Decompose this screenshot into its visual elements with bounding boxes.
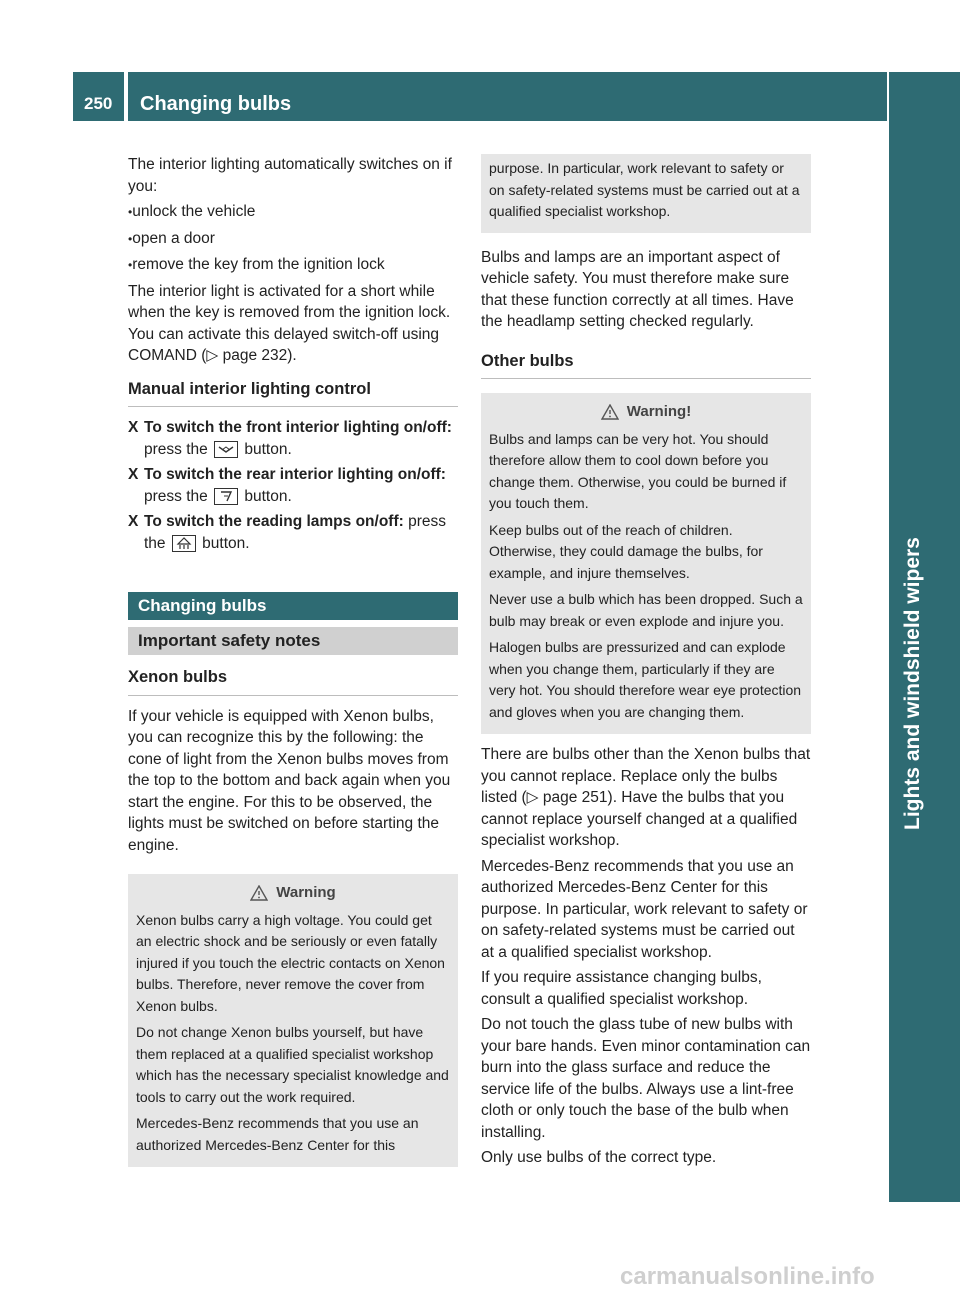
section-band-safety-notes: Important safety notes — [128, 627, 458, 655]
step-marker-icon: X — [128, 466, 139, 483]
left-column — [128, 154, 458, 1177]
manual-lighting-heading: Manual interior lighting control — [128, 379, 458, 408]
page-number: 250 — [84, 94, 113, 113]
warning-paragraph: Xenon bulbs carry a high voltage. You could get an electric shock and be seriously or even fatally injured if you touch the electric contacts on Xenon bulbs. Therefore, never remove the cover from Xenon bulbs. — [136, 911, 445, 1014]
warning-paragraph: Do not change Xenon bulbs yourself, but have them replaced at a qualified specialist workshop which has the necessary specialist knowledge and tools to carry out the work required. — [136, 1024, 449, 1105]
step-reading-lamps: X To switch the reading lamps on/off: press the button. — [128, 513, 446, 552]
section-band-changing-bulbs: Changing bulbs — [128, 592, 458, 620]
warning-paragraph: Mercedes-Benz recommends that you use an authorized Mercedes-Benz Center for this — [136, 1115, 419, 1153]
side-tab — [887, 470, 947, 830]
other-bulbs-warning-box — [481, 393, 811, 734]
front-light-button-icon — [214, 441, 238, 458]
other-bulbs-heading: Other bulbs — [481, 351, 811, 380]
warning-header — [136, 882, 450, 904]
warning-paragraph: Never use a bulb which has been dropped. Such a bulb may break or even explode and injure you. — [489, 591, 803, 629]
page-title: Changing bulbs — [140, 93, 292, 115]
reading-lamp-button-icon — [172, 535, 196, 552]
xenon-bulbs-heading: Xenon bulbs — [128, 667, 458, 696]
warning-paragraph: Keep bulbs out of the reach of children. Otherwise, they could damage the bulbs, for example, and injure themselves. — [489, 521, 763, 581]
body-paragraph: Do not touch the glass tube of new bulbs with your bare hands. Even minor contamination can burn into the glass surface and reduce the service life of the bulbs. Always use a lint-free cloth or only touch the base of the bulb when installing. — [481, 1016, 811, 1141]
xenon-text: If your vehicle is equipped with Xenon bulbs, you can recognize this by the following: the cone of light from the Xenon bulbs moves from the top to the bottom and back again when you start the engine. For this to be observed, the lights must be switched on before starting the engine. — [128, 707, 451, 854]
footer-watermark: carmanualsonline.info — [620, 1263, 875, 1290]
step-marker-icon: X — [128, 419, 139, 436]
list-item: • remove the key from the ignition lock — [128, 254, 458, 277]
step-rear-lighting: X To switch the rear interior lighting on/off: press the button. — [128, 466, 446, 505]
intro-text: The interior lighting automatically switches on if you: — [128, 156, 452, 195]
warning-triangle-icon — [601, 404, 619, 420]
warning-title: Warning — [276, 884, 336, 901]
warning-triangle-icon — [250, 885, 268, 901]
header-separator — [124, 72, 128, 121]
step-marker-icon: X — [128, 513, 139, 530]
warning-title: Warning! — [626, 403, 692, 420]
warning-paragraph: Bulbs and lamps can be very hot. You should therefore allow them to cool down before you change them. Otherwise, you could be burned if you touch them. — [489, 430, 787, 511]
list-item: • unlock the vehicle — [128, 201, 458, 224]
right-column — [481, 154, 811, 1173]
xenon-warning-box — [128, 874, 458, 1167]
body-paragraph: If you require assistance changing bulbs, consult a qualified specialist workshop. — [481, 969, 762, 1008]
delayed-switch-off-text: The interior light is activated for a short while when the key is removed from the ignition lock. You can activate this delayed switch-off using COMAND (▷ page 232). — [128, 282, 451, 364]
list-item: • open a door — [128, 228, 458, 251]
body-paragraph: Only use bulbs of the correct type. — [481, 1149, 717, 1166]
rear-light-button-icon — [214, 488, 238, 505]
warning-header — [489, 401, 803, 423]
body-paragraph: There are bulbs other than the Xenon bulbs that you cannot replace. Replace only the bulbs listed (▷ page 251). Have the bulbs that you cannot replace yourself changed at a qualified specialist workshop. — [481, 746, 811, 849]
side-tab-label: Lights and windshield wipers — [901, 537, 924, 830]
warning-paragraph: purpose. In particular, work relevant to safety or on safety-related systems must be carried out at a qualified specialist workshop. — [489, 160, 800, 219]
step-front-lighting: X To switch the front interior lighting on/off: press the button. — [128, 419, 452, 458]
vehicle-safety-text: Bulbs and lamps are an important aspect of vehicle safety. You must therefore make sure that these function correctly at all times. Have the headlamp setting checked regularly. — [481, 248, 794, 330]
warning-paragraph: Halogen bulbs are pressurized and can explode when you change them, particularly if they are very hot. You should therefore wear eye protection and gloves when you are changing them. — [489, 639, 802, 720]
xenon-warning-continued — [481, 154, 811, 233]
body-paragraph: Mercedes-Benz recommends that you use an authorized Mercedes-Benz Center for this purpose. In particular, work relevant to safety or on safety-related systems must be carried out at a qualified specialist workshop. — [481, 857, 808, 961]
